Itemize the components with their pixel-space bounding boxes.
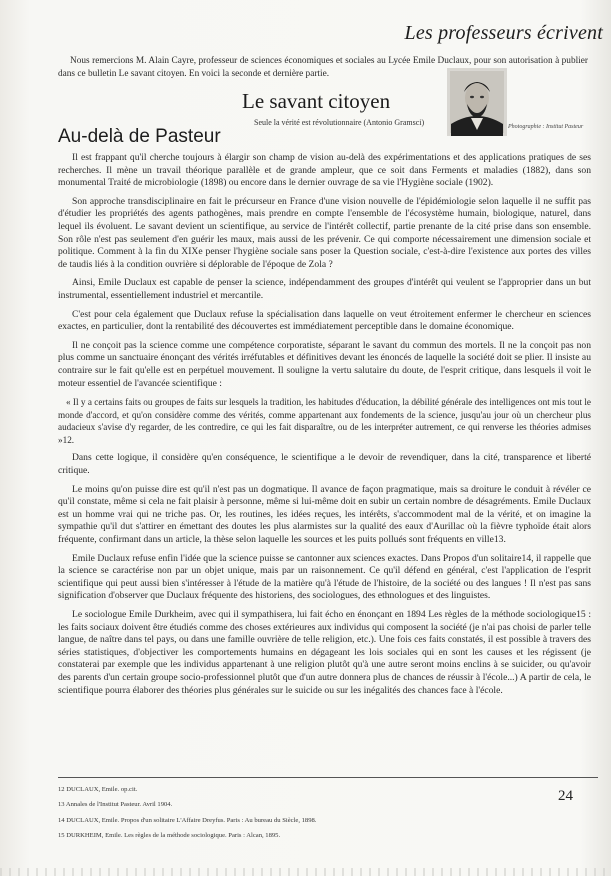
paragraph: Emile Duclaux refuse enfin l'idée que la science puisse se cantonner aux sciences exactes. Dans Propos d'un solitaire14, il rappelle que la science se caractérise non par un objet unique, mais par un raisonnement. Ce qu'il défend en général, c'est l'application de l'esprit scientifique qui peut aussi bien s'intéresser à l'étude de la matière qu'à l'étude de l'histoire, de la société ou des langues ! Il n'est pas sans signification d'observer que Duclaux fréquente des historiens, des sociologues, des ethnologues et des linguistes. bbox=[58, 552, 591, 602]
section-heading: Au-delà de Pasteur bbox=[58, 126, 221, 147]
footnote-divider bbox=[58, 777, 598, 778]
paragraph: Il est frappant qu'il cherche toujours à élargir son champ de vision au-delà des expérimentations et des applications pratiques de ses recherches. Il mène un travail théorique parallèle et de grande ampleur, que ce soit dans Ferments et maladies (1882), dans son monumental Traité de microbiologie (1898) ou encore dans le dernier ouvrage de sa vie l'Hygiène sociale (1902). bbox=[58, 152, 591, 189]
paragraph: Le sociologue Emile Durkheim, avec qui il sympathisera, lui fait écho en énonçant en 1894 Les règles de la méthode sociologique15 : les faits sociaux doivent être étudiés comme des choses extérieures aux individus qui composent la société (je n'ai pas choisi de parler telle langue, de naître dans tel pays, ou dans une famille ouvrière de telle religion, etc.). Une fois ces faits constatés, il est possible à travers des séries statistiques, d'objectiver les comportements humains en dégageant les lois sociales qui en sont les causes et les régissent (je constaterai par exemple que les individus appartenant à une religion plutôt qu'à une autre seront moins enclins à se suicider, ou qu'avoir des parents d'un certain groupe socio-professionnel plutôt que d'un autre donnera plus de chances de réussir à l'école...) A partir de cela, le scientifique pourra élaborer des théories plus générales sur le suicide ou sur les inégalités des chances face à l'école. bbox=[58, 609, 591, 696]
photo-credit: Photographie : Institut Pasteur bbox=[508, 124, 584, 130]
portrait-photo bbox=[447, 68, 507, 136]
paragraph: Son approche transdisciplinaire en fait le précurseur en France d'une vision nouvelle de l'épidémiologie selon laquelle il ne suffit pas d'étudier les propriétés des agents pathogènes, mais prendre en compte l'ensemble de l'écosystème humain, biologique, naturel, dans lequel ils évoluent. Le savant devient un scientifique, au service de l'intérêt collectif, partie prenante de la cité prise dans son ensemble. Son rôle n'est pas seulement d'en guérir les maux, mais aussi de les prévenir. Ce qui comporte nécessairement une dimension sociale et politique. Comment à la fin du XIXe penser l'hygiène sociale sans poser la Question sociale, c'est-à-dire l'existence aux portes des villes de taudis liés à la condition ouvrière si déplorable de l'époque de Zola ? bbox=[58, 195, 591, 270]
footnotes bbox=[58, 782, 498, 844]
footnote: 12 DUCLAUX, Emile. op.cit. bbox=[58, 786, 138, 793]
intro-text: Nous remercions M. Alain Cayre, professeur de sciences économiques et sociales au Lycée Emile Duclaux, pour son autorisation à publier dans ce bulletin Le savant citoyen. En voici la seconde et dernière partie. bbox=[58, 56, 588, 79]
footnote: 13 Annales de l'Institut Pasteur. Avril 1904. bbox=[58, 801, 173, 809]
paragraph: Le moins qu'on puisse dire est qu'il n'est pas un dogmatique. Il avance de façon pragmatique, mais sa droiture le conduit à révéler ce qu'il constate, même si cela ne fait plaisir à personne, même si lui-même doit en subir un certain nombre de désagréments. Emile Duclaux est un homme vrai qui ne triche pas. Or, les routines, les idées reçues, les intérêts, s'accommodent mal de la vérité, et on imagine la sympathie qu'il dut s'attirer en émettant des doutes les plus alarmistes sur la qualité des eaux d'Aurillac où la fièvre typhoïde était alors fréquente, confirmant dans un article, la thèse selon laquelle les sources et les puits pollués sont fréquents en ville13. bbox=[58, 483, 591, 546]
paragraph: Dans cette logique, il considère qu'en conséquence, le scientifique a le devoir de revendiquer, dans la cité, transparence et liberté critique. bbox=[58, 452, 591, 477]
article-body bbox=[58, 152, 591, 703]
quotation: « Il y a certains faits ou groupes de faits sur lesquels la tradition, les habitudes d'éducation, la débilité générale des intelligences ont mis tout le monde d'accord, et qu'on considère comme des vérités, comme appartenant aux fondements de la science, jusqu'au jour où un chercheur plus audacieux s'avise d'y regarder, de les contredire, ce qui les fait disparaître, ou de les interpréter autrement, ce qui renverse les théories admises »12. bbox=[58, 397, 591, 445]
paragraph: C'est pour cela également que Duclaux refuse la spécialisation dans laquelle on veut étroitement enfermer le chercheur en sciences exactes, en particulier, dont la rentabilité des découvertes est immédiatement perceptible dans le domaine économique. bbox=[58, 308, 591, 333]
section-header: Les professeurs écrivent bbox=[404, 22, 603, 44]
paragraph: Ainsi, Emile Duclaux est capable de penser la science, indépendamment des groupes d'intérêt qui veulent se l'approprier dans un but instrumental, essentiellement industriel et mercantile. bbox=[58, 277, 591, 301]
epigraph: Seule la vérité est révolutionnaire (Antonio Gramsci) bbox=[254, 118, 425, 127]
footnote: 14 DUCLAUX, Emile. Propos d'un solitaire L'Affaire Dreyfus. Paris : Au bureau du Siècle, 1898. bbox=[58, 816, 317, 824]
article-title: Le savant citoyen bbox=[242, 89, 391, 113]
page-number: 24 bbox=[558, 788, 573, 804]
paragraph: Il ne conçoit pas la science comme une compétence corporatiste, séparant le savant du commun des mortels. Il ne la conçoit pas non plus comme un sanctuaire énonçant des vérités irréfutables et définitives devant les énoncés de laquelle la société doit se plier. Il insiste au contraire sur le fait qu'elle est en perpétuel mouvement. Il souligne la vertu salutaire du doute, de l'esprit critique, dans lesquels il voit le moteur essentiel de l'avancée scientifique : bbox=[58, 339, 591, 389]
footnote: 15 DURKHEIM, Emile. Les règles de la méthode sociologique. Paris : Alcan, 1895. bbox=[58, 832, 281, 840]
scan-edge bbox=[0, 868, 611, 876]
